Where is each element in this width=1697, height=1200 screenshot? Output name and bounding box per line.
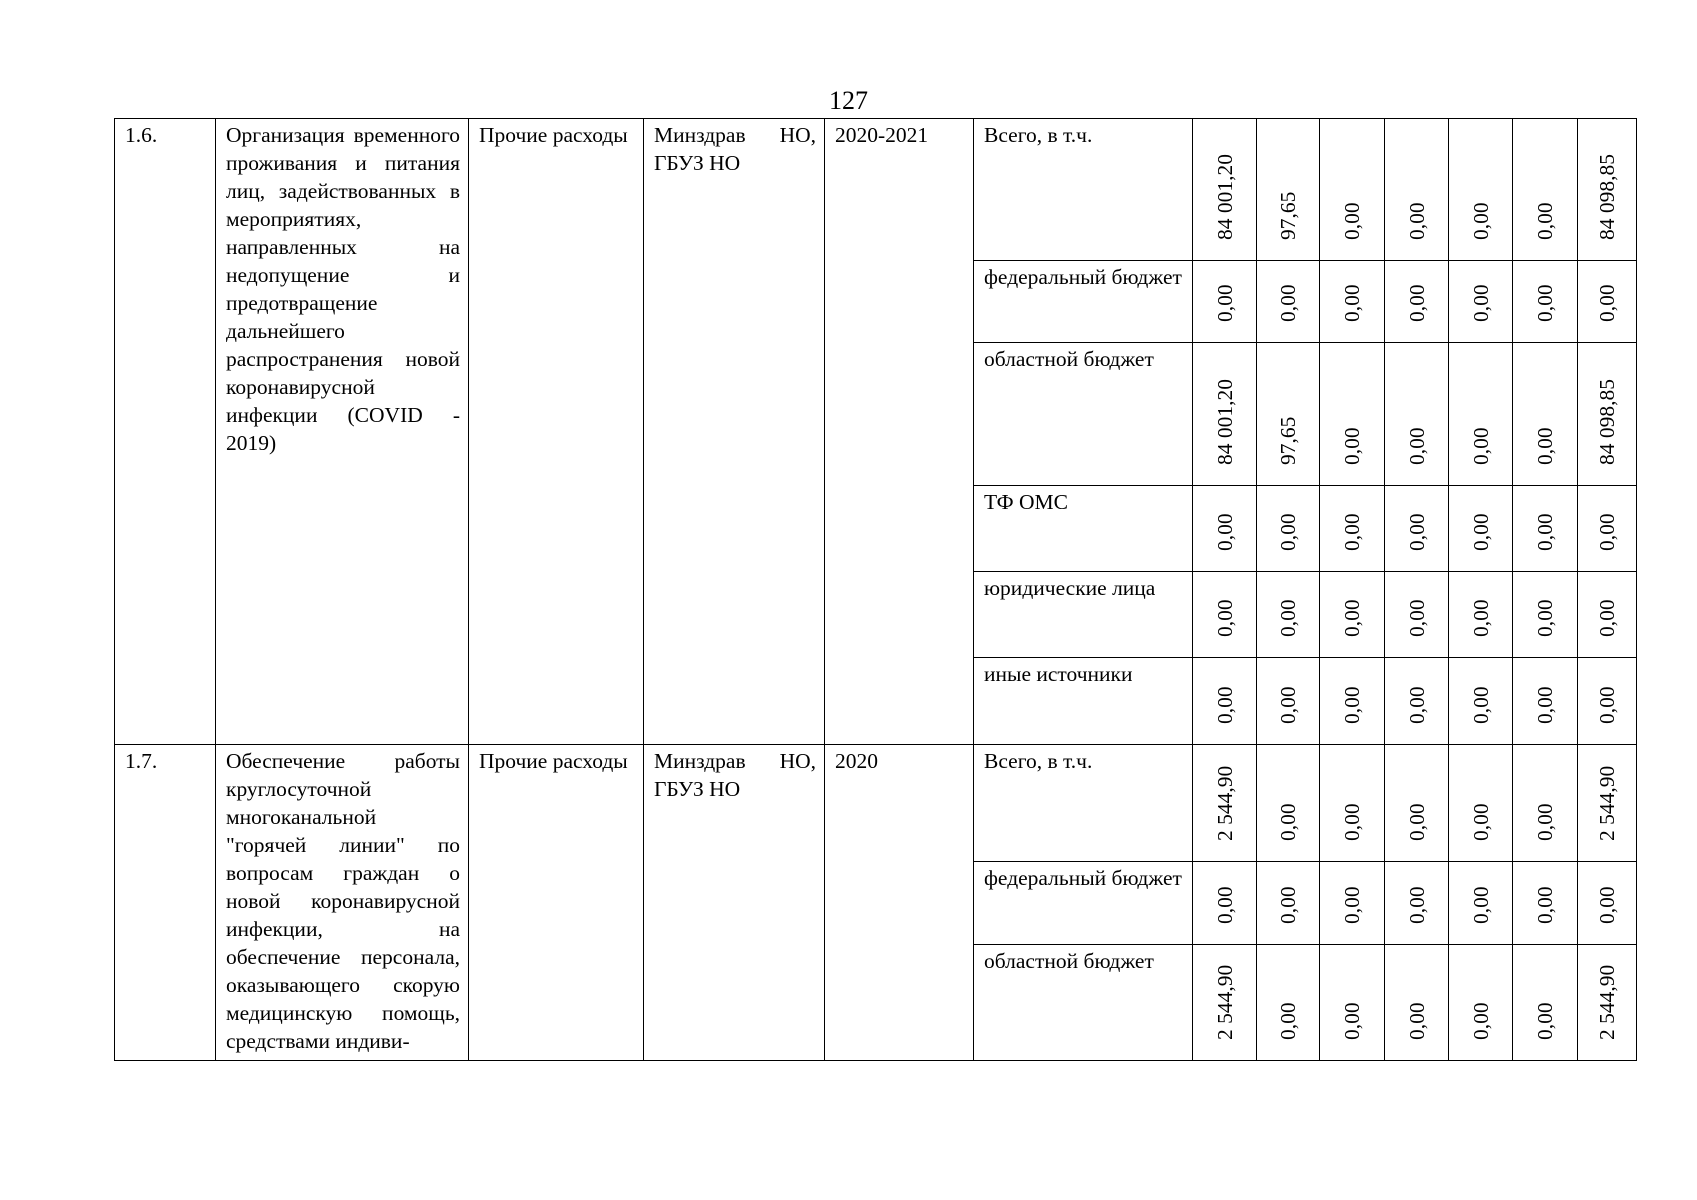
- amount-cell: [1320, 745, 1385, 862]
- amount-value: 0,00: [1468, 599, 1493, 637]
- funding-source-label: Всего, в т.ч.: [974, 119, 1193, 261]
- table-row: [115, 119, 1637, 261]
- amount-cell: [1449, 745, 1513, 862]
- table-body: [115, 119, 1637, 1061]
- amount-value: 0,00: [1340, 1002, 1364, 1040]
- amount-value: 0,00: [1468, 1002, 1493, 1040]
- table-row: [115, 745, 1637, 862]
- amount-value: 2 544,90: [1212, 964, 1237, 1040]
- amount-value: 2 544,90: [1595, 964, 1619, 1040]
- funding-source-label: Всего, в т.ч.: [974, 745, 1193, 862]
- amount-value: 0,00: [1404, 513, 1429, 551]
- amount-cell: [1193, 658, 1257, 745]
- item-number: 1.7.: [115, 745, 216, 1061]
- amount-cell: [1578, 486, 1637, 572]
- amount-cell: [1193, 945, 1257, 1061]
- amount-cell: [1449, 261, 1513, 343]
- amount-value: 0,00: [1533, 599, 1557, 637]
- amount-cell: [1193, 572, 1257, 658]
- period: 2020-2021: [825, 119, 974, 745]
- amount-cell: [1513, 862, 1578, 945]
- amount-cell: [1257, 119, 1320, 261]
- amount-cell: [1257, 486, 1320, 572]
- item-name: Обеспечение работы круглосуточной многоканальной "горячей линии" по вопросам граждан о новой коронавирусной инфекции, на обеспечение персонала, оказывающего скорую медицинскую помощь, средствами индиви-: [216, 745, 469, 1061]
- amount-cell: [1193, 343, 1257, 486]
- amount-value: 0,00: [1340, 686, 1364, 724]
- amount-cell: [1513, 945, 1578, 1061]
- amount-value: 0,00: [1595, 284, 1619, 322]
- amount-value: 0,00: [1404, 886, 1429, 924]
- amount-value: 2 544,90: [1212, 765, 1237, 841]
- amount-value: 0,00: [1533, 803, 1557, 841]
- amount-cell: [1513, 343, 1578, 486]
- amount-value: 0,00: [1533, 886, 1557, 924]
- amount-cell: [1578, 945, 1637, 1061]
- amount-cell: [1385, 572, 1449, 658]
- amount-cell: [1449, 572, 1513, 658]
- amount-cell: [1257, 572, 1320, 658]
- amount-cell: [1578, 862, 1637, 945]
- amount-cell: [1193, 261, 1257, 343]
- amount-cell: [1257, 343, 1320, 486]
- amount-value: 0,00: [1212, 686, 1237, 724]
- amount-cell: [1257, 261, 1320, 343]
- amount-value: 84 001,20: [1212, 379, 1237, 465]
- amount-cell: [1578, 572, 1637, 658]
- amount-cell: [1257, 658, 1320, 745]
- amount-cell: [1385, 658, 1449, 745]
- amount-value: 0,00: [1340, 803, 1364, 841]
- amount-value: 0,00: [1340, 886, 1364, 924]
- amount-cell: [1449, 119, 1513, 261]
- amount-value: 0,00: [1533, 202, 1557, 240]
- amount-cell: [1578, 261, 1637, 343]
- amount-cell: [1385, 862, 1449, 945]
- amount-value: 0,00: [1404, 1002, 1429, 1040]
- amount-cell: [1513, 745, 1578, 862]
- amount-value: 84 098,85: [1595, 379, 1619, 465]
- page-number: 127: [829, 86, 868, 115]
- amount-cell: [1320, 119, 1385, 261]
- amount-value: 0,00: [1340, 202, 1364, 240]
- amount-cell: [1385, 343, 1449, 486]
- amount-value: 0,00: [1276, 1002, 1300, 1040]
- amount-value: 0,00: [1212, 886, 1237, 924]
- amount-value: 0,00: [1595, 599, 1619, 637]
- amount-value: 0,00: [1533, 686, 1557, 724]
- amount-cell: [1193, 862, 1257, 945]
- amount-value: 0,00: [1468, 686, 1493, 724]
- amount-cell: [1320, 572, 1385, 658]
- amount-value: 0,00: [1212, 513, 1237, 551]
- amount-cell: [1449, 343, 1513, 486]
- amount-cell: [1449, 486, 1513, 572]
- amount-cell: [1449, 862, 1513, 945]
- amount-value: 0,00: [1340, 427, 1364, 465]
- amount-value: 0,00: [1404, 284, 1429, 322]
- amount-value: 0,00: [1468, 886, 1493, 924]
- amount-cell: [1578, 119, 1637, 261]
- amount-cell: [1385, 119, 1449, 261]
- amount-value: 0,00: [1340, 599, 1364, 637]
- period: 2020: [825, 745, 974, 1061]
- amount-value: 0,00: [1468, 803, 1493, 841]
- amount-cell: [1513, 658, 1578, 745]
- amount-value: 0,00: [1404, 427, 1429, 465]
- amount-cell: [1513, 572, 1578, 658]
- amount-value: 0,00: [1276, 803, 1300, 841]
- amount-value: 0,00: [1533, 513, 1557, 551]
- amount-cell: [1320, 945, 1385, 1061]
- amount-cell: [1257, 945, 1320, 1061]
- expense-type: Прочие расходы: [469, 119, 644, 745]
- amount-value: 0,00: [1404, 202, 1429, 240]
- amount-cell: [1320, 658, 1385, 745]
- amount-value: 0,00: [1276, 599, 1300, 637]
- funding-source-label: иные источники: [974, 658, 1193, 745]
- funding-source-label: федеральный бюджет: [974, 261, 1193, 343]
- amount-value: 0,00: [1276, 513, 1300, 551]
- amount-value: 0,00: [1468, 513, 1493, 551]
- amount-value: 0,00: [1404, 686, 1429, 724]
- amount-cell: [1320, 862, 1385, 945]
- budget-table: [114, 118, 1637, 1061]
- funding-source-label: федеральный бюджет: [974, 862, 1193, 945]
- amount-value: 0,00: [1212, 284, 1237, 322]
- amount-value: 0,00: [1404, 599, 1429, 637]
- funding-source-label: областной бюджет: [974, 945, 1193, 1061]
- funding-source-label: областной бюджет: [974, 343, 1193, 486]
- amount-cell: [1257, 862, 1320, 945]
- item-name: Организация временного проживания и питания лиц, задействованных в мероприятиях, направленных на недопущение и предотвращение дальнейшего распространения новой коронавирусной инфекции (COVID - 2019): [216, 119, 469, 745]
- amount-cell: [1320, 486, 1385, 572]
- amount-value: 0,00: [1595, 513, 1619, 551]
- amount-cell: [1257, 745, 1320, 862]
- amount-value: 0,00: [1212, 599, 1237, 637]
- amount-value: 97,65: [1276, 191, 1300, 240]
- amount-value: 0,00: [1276, 686, 1300, 724]
- amount-value: 0,00: [1468, 284, 1493, 322]
- amount-value: 0,00: [1340, 513, 1364, 551]
- amount-value: 97,65: [1276, 416, 1300, 465]
- amount-value: 84 098,85: [1595, 154, 1619, 240]
- executor: Минздрав НО, ГБУЗ НО: [644, 119, 825, 745]
- amount-cell: [1449, 658, 1513, 745]
- amount-value: 0,00: [1468, 427, 1493, 465]
- amount-value: 0,00: [1276, 886, 1300, 924]
- amount-cell: [1385, 945, 1449, 1061]
- amount-cell: [1385, 745, 1449, 862]
- amount-value: 2 544,90: [1595, 765, 1619, 841]
- expense-type: Прочие расходы: [469, 745, 644, 1061]
- amount-value: 0,00: [1340, 284, 1364, 322]
- amount-cell: [1320, 261, 1385, 343]
- amount-cell: [1193, 745, 1257, 862]
- amount-value: 0,00: [1595, 686, 1619, 724]
- amount-value: 0,00: [1533, 284, 1557, 322]
- amount-value: 0,00: [1595, 886, 1619, 924]
- amount-cell: [1385, 486, 1449, 572]
- amount-cell: [1578, 745, 1637, 862]
- amount-value: 0,00: [1276, 284, 1300, 322]
- amount-value: 84 001,20: [1212, 154, 1237, 240]
- executor: Минздрав НО, ГБУЗ НО: [644, 745, 825, 1061]
- amount-value: 0,00: [1404, 803, 1429, 841]
- amount-cell: [1513, 486, 1578, 572]
- amount-cell: [1513, 261, 1578, 343]
- item-number: 1.6.: [115, 119, 216, 745]
- amount-cell: [1193, 486, 1257, 572]
- amount-cell: [1449, 945, 1513, 1061]
- amount-cell: [1513, 119, 1578, 261]
- amount-value: 0,00: [1468, 202, 1493, 240]
- amount-cell: [1578, 343, 1637, 486]
- amount-cell: [1385, 261, 1449, 343]
- amount-value: 0,00: [1533, 1002, 1557, 1040]
- amount-cell: [1320, 343, 1385, 486]
- amount-value: 0,00: [1533, 427, 1557, 465]
- funding-source-label: ТФ ОМС: [974, 486, 1193, 572]
- amount-cell: [1193, 119, 1257, 261]
- amount-cell: [1578, 658, 1637, 745]
- funding-source-label: юридические лица: [974, 572, 1193, 658]
